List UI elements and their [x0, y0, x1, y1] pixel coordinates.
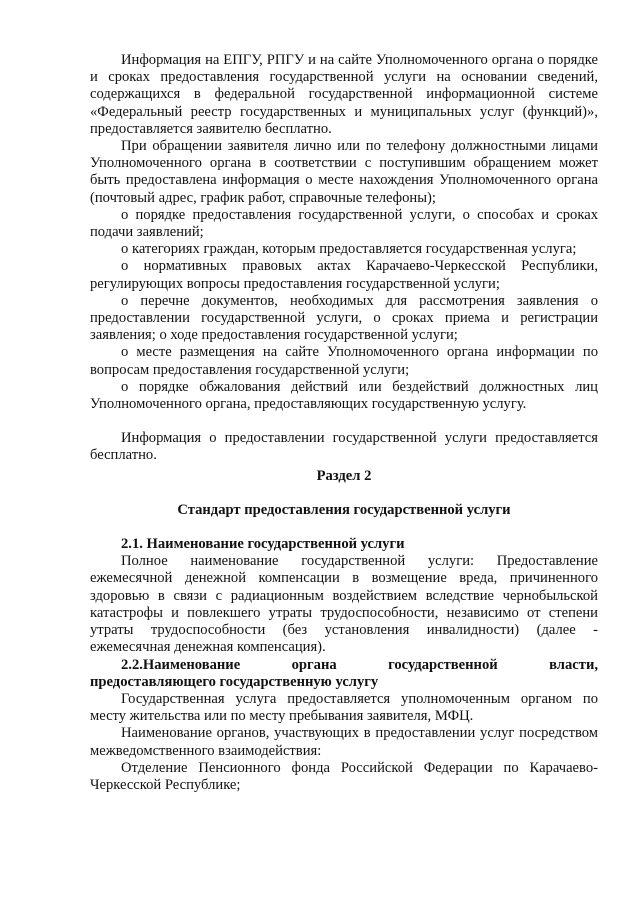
document-page [90, 52, 598, 794]
paragraph-website-info: о месте размещения на сайте Уполномоченного органа информации по вопросам предоставления государственной услуги; [90, 344, 598, 378]
paragraph-normative-acts: о нормативных правовых актах Карачаево-Черкесской Республики, регулирующих вопросы предоставления государственной услуги; [90, 258, 598, 292]
paragraph-provider: Государственная услуга предоставляется уполномоченным органом по месту жительства или по месту пребывания заявителя, МФЦ. [90, 690, 598, 725]
paragraph-info-epgu: Информация на ЕПГУ, РПГУ и на сайте Уполномоченного органа о порядке и сроках предоставления государственной услуги на основании сведений, содержащихся в федеральной государственной информационной системе «Федеральный реестр государственных и муниципальных услуг (функций)», предоставляется заявителю бесплатно. [90, 52, 598, 137]
paragraph-personal-request: При обращении заявителя лично или по телефону должностными лицами Уполномоченного органа в соответствии с поступившим обращением может быть предоставлена информация о месте нахождения Уполномоченного органа (почтовый адрес, график работ, справочные телефоны); [90, 138, 598, 206]
paragraph-free-info: Информация о предоставлении государственной услуги предоставляется бесплатно. [90, 430, 598, 464]
section-title: Раздел 2 [316, 467, 372, 484]
paragraph-categories: о категориях граждан, которым предоставляется государственная услуга; [121, 241, 577, 258]
paragraph-appeal: о порядке обжалования действий или бездействий должностных лиц Уполномоченного органа, предоставляющих государственную услугу. [90, 378, 598, 413]
paragraph-pension-fund: Отделение Пенсионного фонда Российской Федерации по Карачаево-Черкесской Республике; [90, 759, 598, 793]
heading-2-2-line1: 2.2.Наименование органа государственной власти, [121, 656, 598, 673]
heading-2-1: 2.1. Наименование государственной услуги [121, 536, 405, 553]
section-subtitle: Стандарт предоставления государственной услуги [177, 501, 511, 518]
paragraph-procedure: о порядке предоставления государственной услуги, о способах и сроках подачи заявлений; [90, 206, 598, 241]
paragraph-documents-list: о перечне документов, необходимых для рассмотрения заявления о предоставлении государственной услуги, о сроках приема и регистрации заявления; о ходе предоставления государственной услуги; [90, 292, 598, 344]
paragraph-service-name: Полное наименование государственной услуги: Предоставление ежемесячной денежной компенсации в возмещение вреда, причиненного здоровью в связи с радиационным воздействием вследствие чернобыльской катастрофы и повлекшего утраты трудоспособности, независимо от степени утраты трудоспособности (без установления инвалидности) (далее - ежемесячная денежная компенсация). [90, 553, 598, 656]
heading-2-2-line2: предоставляющего государственную услугу [90, 673, 379, 690]
paragraph-participating-bodies: Наименование органов, участвующих в предоставлении услуг посредством межведомственного взаимодействия: [90, 725, 598, 759]
